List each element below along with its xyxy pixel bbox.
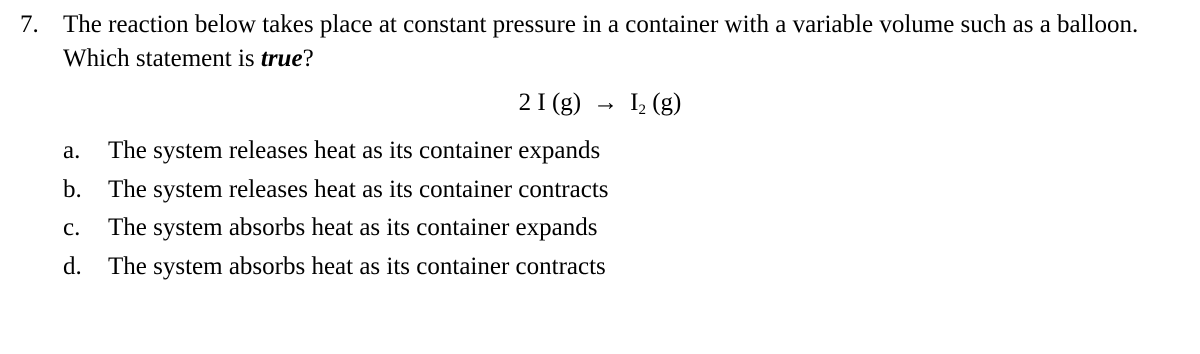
equation-product-subscript: 2 [638, 102, 646, 118]
question-text [63, 8, 1180, 76]
reaction-arrow: → [593, 89, 619, 116]
option-b[interactable] [63, 173, 609, 212]
option-letter: b. [63, 175, 82, 203]
option-letter: a. [63, 137, 81, 164]
option-text: The system absorbs heat as its container contracts [108, 252, 606, 280]
equation-product-state: (g) [645, 89, 682, 116]
question-stem [20, 8, 1180, 76]
option-a[interactable] [63, 134, 609, 173]
option-d[interactable] [63, 250, 609, 289]
question-text-main: The reaction below takes place at constant pressure in a container with a variable volume such as a balloon. Which statement is [63, 11, 1139, 72]
equation-product [630, 89, 681, 116]
question-text-end: ? [302, 45, 314, 72]
question-block [20, 8, 1180, 76]
answer-options [63, 134, 609, 288]
equation-reactant: 2 I (g) [518, 89, 582, 116]
question-number: 7. [20, 11, 39, 38]
option-text: The system absorbs heat as its container expands [108, 214, 598, 241]
option-letter: c. [63, 214, 81, 241]
question-emphasis: true [260, 45, 303, 72]
option-c[interactable] [63, 211, 609, 250]
option-text: The system releases heat as its container expands [108, 137, 601, 164]
option-text: The system releases heat as its container contracts [108, 175, 609, 203]
equation-product-symbol: I [630, 89, 639, 116]
chemical-equation [0, 86, 1200, 120]
option-letter: d. [63, 252, 82, 280]
